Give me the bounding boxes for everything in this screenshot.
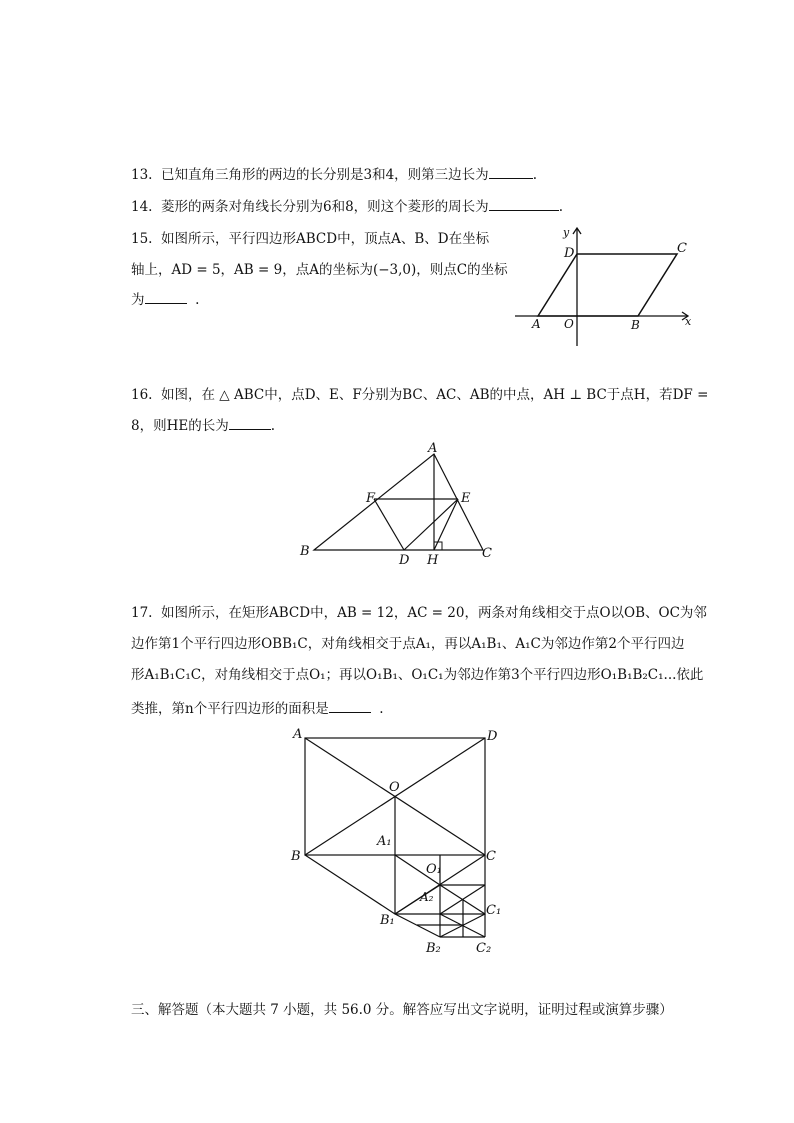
label-D: D bbox=[399, 553, 410, 568]
period: . bbox=[558, 199, 563, 215]
parallelogram-abcd bbox=[538, 254, 677, 316]
label-D: D bbox=[487, 729, 498, 744]
label-C1: C₁ bbox=[486, 903, 502, 918]
label-B2: B₂ bbox=[426, 941, 441, 956]
figure-parallelogram-coordinate bbox=[510, 222, 700, 356]
question-text: 类推，第n个平行四边形的面积是 bbox=[131, 701, 329, 717]
label-B1: B₁ bbox=[380, 913, 395, 928]
answer-blank[interactable] bbox=[489, 198, 559, 211]
label-A2: A₂ bbox=[420, 890, 434, 904]
question-text: 如图所示，平行四边形ABCD中，顶点A、B、D在坐标 bbox=[161, 231, 490, 247]
triangle-abc bbox=[314, 454, 483, 550]
period: . bbox=[532, 167, 537, 183]
label-O1: O₁ bbox=[426, 862, 442, 877]
question-number: 13. bbox=[131, 167, 153, 183]
answer-blank[interactable] bbox=[229, 417, 271, 430]
question-number: 17. bbox=[131, 605, 153, 621]
question-number: 14. bbox=[131, 199, 153, 215]
question-text: 边作第1个平行四边形OBB₁C，对角线相交于点A₁，再以A₁B₁、A₁C为邻边作第2个平行四边 bbox=[131, 636, 685, 652]
label-H: H bbox=[427, 553, 439, 568]
question-15-line-3 bbox=[131, 291, 199, 309]
label-O: O bbox=[564, 317, 574, 331]
question-17-line-2 bbox=[131, 635, 684, 653]
label-B: B bbox=[291, 849, 301, 864]
period: . bbox=[379, 701, 384, 717]
question-15-line-2 bbox=[131, 261, 508, 279]
segment-fd bbox=[374, 499, 404, 550]
label-C: C bbox=[677, 241, 687, 256]
label-C2: C₂ bbox=[476, 941, 492, 956]
question-text: 已知直角三角形的两边的长分别是3和4，则第三边长为 bbox=[161, 167, 489, 183]
question-17-line-1 bbox=[131, 604, 707, 622]
question-13 bbox=[131, 166, 537, 184]
question-15-line-1 bbox=[131, 230, 489, 248]
label-C: C bbox=[482, 546, 492, 561]
label-y: y bbox=[563, 226, 570, 239]
question-text: 如图，在 △ ABC中，点D、E、F分别为BC、AC、AB的中点，AH ⊥ BC于点H，若DF = bbox=[161, 387, 709, 403]
period: . bbox=[195, 292, 200, 308]
question-number: 16. bbox=[131, 387, 153, 403]
period: . bbox=[270, 418, 276, 434]
figure-nested-parallelograms bbox=[286, 724, 516, 968]
question-text: 菱形的两条对角线长分别为6和8，则这个菱形的周长为 bbox=[161, 199, 489, 215]
question-14 bbox=[131, 198, 563, 216]
question-text: 形A₁B₁C₁C，对角线相交于点O₁；再以O₁B₁、O₁C₁为邻边作第3个平行四边形O₁B₁B₂C₁...依此 bbox=[131, 667, 704, 683]
label-B: B bbox=[300, 544, 310, 559]
section-title: 三、解答题（本大题共 7 小题，共 56.0 分。解答应写出文字说明，证明过程或演算步骤） bbox=[131, 1002, 673, 1018]
question-text: 如图所示，在矩形ABCD中，AB = 12，AC = 20，两条对角线相交于点O以OB、OC为邻 bbox=[161, 605, 707, 621]
question-16-line-2 bbox=[131, 417, 275, 435]
answer-blank[interactable] bbox=[489, 166, 533, 179]
question-text: 为 bbox=[131, 292, 145, 308]
label-F: F bbox=[366, 491, 376, 506]
label-A: A bbox=[293, 727, 303, 742]
figure-triangle-midpoints bbox=[296, 440, 506, 574]
label-A: A bbox=[532, 317, 541, 331]
label-D: D bbox=[564, 246, 575, 261]
label-E: E bbox=[461, 491, 471, 506]
question-number: 15. bbox=[131, 231, 153, 247]
answer-blank[interactable] bbox=[145, 291, 187, 304]
label-A: A bbox=[428, 441, 438, 456]
label-B: B bbox=[631, 318, 640, 332]
question-text: 8，则HE的长为 bbox=[131, 418, 229, 434]
question-17-line-3 bbox=[131, 666, 703, 684]
label-x: x bbox=[685, 315, 692, 328]
answer-blank[interactable] bbox=[329, 700, 371, 713]
question-16-line-1 bbox=[131, 386, 708, 404]
question-text: 轴上，AD = 5，AB = 9，点A的坐标为(−3,0)，则点C的坐标 bbox=[131, 262, 508, 278]
segment-de bbox=[404, 499, 458, 550]
label-O: O bbox=[389, 780, 400, 795]
section-3-heading bbox=[131, 998, 673, 1018]
label-C: C bbox=[486, 849, 496, 864]
question-17-line-4 bbox=[131, 700, 384, 718]
label-A1: A₁ bbox=[377, 834, 392, 849]
